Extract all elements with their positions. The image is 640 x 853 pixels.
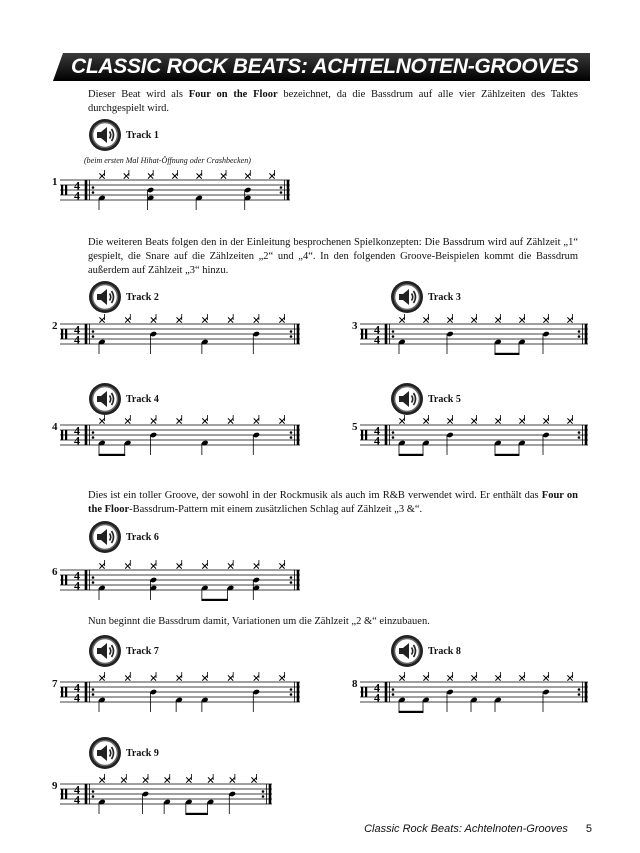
paragraph-3-text-bold: Four on the Floor bbox=[88, 490, 578, 515]
example-number: 5 bbox=[352, 421, 358, 433]
repeat-dot bbox=[578, 436, 581, 439]
paragraph-2: Die weiteren Beats folgen den in der Einleitung besprochenen Spielkonzepten: Die Bassdrum wird auf Zählzeit „1“ gespielt, die Snare auf die Zählzeiten „2“ und „4“. In den folgenden Groove-Beispielen kommt die Bassdrum außerdem auf Zählzeit „3“ hinzu. bbox=[88, 237, 578, 276]
repeat-dot bbox=[280, 186, 283, 189]
hihat-note bbox=[99, 777, 104, 782]
hihat-note bbox=[519, 675, 524, 680]
hihat-note bbox=[99, 418, 104, 423]
hihat-note bbox=[125, 675, 130, 680]
repeat-dot bbox=[290, 431, 293, 434]
example-number: 8 bbox=[352, 678, 358, 690]
time-signature-top: 4 bbox=[74, 568, 80, 583]
hihat-note bbox=[519, 317, 524, 322]
hihat-note bbox=[495, 418, 500, 423]
track-label: Track 7 bbox=[126, 645, 159, 657]
speaker-icon bbox=[88, 280, 122, 314]
track-9-audio-link[interactable] bbox=[88, 736, 159, 770]
repeat-dot bbox=[262, 790, 265, 793]
percussion-clef bbox=[61, 789, 63, 799]
hihat-note bbox=[151, 317, 156, 322]
percussion-clef bbox=[361, 687, 363, 697]
repeat-dot bbox=[392, 335, 395, 338]
hihat-note bbox=[447, 418, 452, 423]
hihat-note bbox=[495, 675, 500, 680]
hihat-note bbox=[125, 563, 130, 568]
speaker-icon bbox=[88, 634, 122, 668]
drum-staff bbox=[52, 415, 302, 465]
hihat-note bbox=[399, 418, 404, 423]
hihat-note bbox=[279, 563, 284, 568]
track-8-audio-link[interactable] bbox=[390, 634, 461, 668]
hihat-note bbox=[230, 777, 235, 782]
paragraph-3 bbox=[88, 489, 578, 517]
percussion-clef bbox=[365, 329, 367, 339]
paragraph-4: Nun beginnt die Bassdrum damit, Variationen um die Zählzeit „2 &“ einzubauen. bbox=[88, 616, 430, 627]
hihat-note bbox=[447, 675, 452, 680]
hihat-note bbox=[197, 173, 202, 178]
footer-title: Classic Rock Beats: Achtelnoten-Grooves bbox=[364, 823, 568, 835]
track-7-audio-link[interactable] bbox=[88, 634, 159, 668]
repeat-dot bbox=[290, 330, 293, 333]
speaker-icon bbox=[390, 634, 424, 668]
lower-beam bbox=[201, 599, 228, 601]
percussion-clef bbox=[65, 789, 67, 799]
track-label: Track 5 bbox=[428, 393, 461, 405]
repeat-dot bbox=[92, 576, 95, 579]
repeat-dot bbox=[578, 335, 581, 338]
lower-beam bbox=[185, 813, 208, 815]
hihat-note bbox=[121, 777, 126, 782]
percussion-clef bbox=[61, 329, 63, 339]
track-1-audio-link[interactable] bbox=[88, 118, 159, 152]
track-3-audio-link[interactable] bbox=[390, 280, 461, 314]
hihat-note bbox=[202, 675, 207, 680]
repeat-dot bbox=[392, 431, 395, 434]
track-5-audio-link[interactable] bbox=[390, 382, 461, 416]
repeat-dot bbox=[92, 795, 95, 798]
time-signature-bottom: 4 bbox=[374, 433, 380, 448]
repeat-dot bbox=[290, 335, 293, 338]
intro-paragraph bbox=[88, 88, 578, 116]
speaker-icon bbox=[88, 118, 122, 152]
repeat-dot bbox=[392, 330, 395, 333]
hihat-note bbox=[143, 777, 148, 782]
intro-text-bold: Four on the Floor bbox=[188, 89, 278, 100]
hihat-note bbox=[99, 675, 104, 680]
percussion-clef bbox=[65, 687, 67, 697]
percussion-clef bbox=[65, 185, 67, 195]
hihat-note bbox=[165, 777, 170, 782]
track-label: Track 1 bbox=[126, 129, 159, 141]
hihat-note bbox=[254, 317, 259, 322]
track-label: Track 6 bbox=[126, 531, 159, 543]
repeat-dot bbox=[280, 191, 283, 194]
hihat-note bbox=[279, 317, 284, 322]
hihat-note bbox=[202, 418, 207, 423]
speaker-icon bbox=[88, 520, 122, 554]
hihat-note bbox=[495, 317, 500, 322]
example-number: 6 bbox=[52, 566, 58, 578]
hihat-note bbox=[124, 173, 129, 178]
hihat-note bbox=[202, 317, 207, 322]
hihat-note bbox=[151, 418, 156, 423]
hihat-note bbox=[254, 563, 259, 568]
intro-text-pre: Dieser Beat wird als bbox=[88, 89, 189, 100]
repeat-dot bbox=[290, 576, 293, 579]
percussion-clef bbox=[61, 575, 63, 585]
annotation: (beim ersten Mal Hihat-Öffnung oder Crashbecken) bbox=[84, 156, 251, 165]
example-number: 3 bbox=[352, 320, 358, 332]
hihat-note bbox=[221, 173, 226, 178]
percussion-clef bbox=[365, 687, 367, 697]
time-signature-bottom: 4 bbox=[74, 578, 80, 593]
hihat-note bbox=[172, 173, 177, 178]
repeat-dot bbox=[392, 693, 395, 696]
repeat-dot bbox=[290, 581, 293, 584]
example-number: 2 bbox=[52, 320, 58, 332]
time-signature-top: 4 bbox=[74, 782, 80, 797]
repeat-dot bbox=[92, 335, 95, 338]
repeat-dot bbox=[92, 431, 95, 434]
hihat-note bbox=[228, 418, 233, 423]
lower-beam bbox=[99, 454, 126, 456]
time-signature-bottom: 4 bbox=[74, 332, 80, 347]
repeat-dot bbox=[92, 436, 95, 439]
repeat-dot bbox=[578, 688, 581, 691]
time-signature-top: 4 bbox=[374, 322, 380, 337]
hihat-note bbox=[399, 675, 404, 680]
hihat-note bbox=[228, 317, 233, 322]
hihat-note bbox=[423, 675, 428, 680]
hihat-note bbox=[279, 675, 284, 680]
drum-staff bbox=[52, 170, 292, 220]
percussion-clef bbox=[365, 430, 367, 440]
hihat-note bbox=[99, 173, 104, 178]
time-signature-top: 4 bbox=[374, 423, 380, 438]
speaker-icon bbox=[88, 736, 122, 770]
repeat-dot bbox=[392, 688, 395, 691]
lower-beam bbox=[495, 454, 520, 456]
hihat-note bbox=[279, 418, 284, 423]
hihat-note bbox=[99, 317, 104, 322]
time-signature-bottom: 4 bbox=[374, 332, 380, 347]
time-signature-top: 4 bbox=[74, 423, 80, 438]
hihat-note bbox=[567, 317, 572, 322]
time-signature-bottom: 4 bbox=[74, 188, 80, 203]
hihat-note bbox=[254, 675, 259, 680]
hihat-note bbox=[567, 418, 572, 423]
repeat-dot bbox=[92, 191, 95, 194]
percussion-clef bbox=[361, 430, 363, 440]
intro-text-post: bezeichnet, da die Bassdrum auf alle vier Zählzeiten des Taktes durchgespielt wird. bbox=[88, 89, 578, 114]
time-signature-top: 4 bbox=[74, 322, 80, 337]
speaker-icon bbox=[88, 382, 122, 416]
track-label: Track 3 bbox=[428, 291, 461, 303]
paragraph-3-text-post: -Bassdrum-Pattern mit einem zusätzlichen Schlag auf Zählzeit „3 &“. bbox=[129, 504, 423, 515]
repeat-dot bbox=[578, 330, 581, 333]
time-signature-bottom: 4 bbox=[74, 433, 80, 448]
hihat-note bbox=[423, 418, 428, 423]
hihat-note bbox=[245, 173, 250, 178]
time-signature-bottom: 4 bbox=[74, 690, 80, 705]
repeat-dot bbox=[92, 688, 95, 691]
repeat-dot bbox=[578, 693, 581, 696]
time-signature-bottom: 4 bbox=[74, 792, 80, 807]
percussion-clef bbox=[361, 329, 363, 339]
drum-staff bbox=[352, 314, 590, 364]
drum-staff bbox=[352, 672, 590, 722]
speaker-icon bbox=[390, 382, 424, 416]
time-signature-top: 4 bbox=[74, 680, 80, 695]
drum-staff bbox=[52, 672, 302, 722]
percussion-clef bbox=[65, 430, 67, 440]
hihat-note bbox=[125, 317, 130, 322]
hihat-note bbox=[543, 418, 548, 423]
time-signature-top: 4 bbox=[374, 680, 380, 695]
hihat-note bbox=[151, 675, 156, 680]
example-number: 4 bbox=[52, 421, 58, 433]
track-6-audio-link[interactable] bbox=[88, 520, 159, 554]
hihat-note bbox=[148, 173, 153, 178]
hihat-note bbox=[99, 563, 104, 568]
hihat-note bbox=[251, 777, 256, 782]
page-footer bbox=[364, 823, 592, 835]
repeat-dot bbox=[262, 795, 265, 798]
repeat-dot bbox=[92, 693, 95, 696]
percussion-clef bbox=[61, 430, 63, 440]
hihat-note bbox=[151, 563, 156, 568]
hihat-note bbox=[399, 317, 404, 322]
hihat-note bbox=[125, 418, 130, 423]
example-number: 7 bbox=[52, 678, 58, 690]
repeat-dot bbox=[92, 581, 95, 584]
example-number: 9 bbox=[52, 780, 58, 792]
hihat-note bbox=[186, 777, 191, 782]
hihat-note bbox=[447, 317, 452, 322]
repeat-dot bbox=[578, 431, 581, 434]
percussion-clef bbox=[65, 575, 67, 585]
hihat-note bbox=[471, 418, 476, 423]
track-2-audio-link[interactable] bbox=[88, 280, 159, 314]
time-signature-top: 4 bbox=[74, 178, 80, 193]
percussion-clef bbox=[61, 185, 63, 195]
drum-staff bbox=[52, 314, 302, 364]
time-signature-bottom: 4 bbox=[374, 690, 380, 705]
paragraph-3-text-pre: Dies ist ein toller Groove, der sowohl in der Rockmusik als auch im R&B verwendet wird. Er enthält das bbox=[88, 490, 542, 501]
hihat-note bbox=[567, 675, 572, 680]
page-title: CLASSIC ROCK BEATS: ACHTELNOTEN-GROOVES bbox=[71, 55, 579, 78]
hihat-note bbox=[208, 777, 213, 782]
repeat-dot bbox=[92, 186, 95, 189]
page-number: 5 bbox=[585, 823, 592, 835]
drum-staff bbox=[352, 415, 590, 465]
repeat-dot bbox=[392, 436, 395, 439]
lower-beam bbox=[399, 711, 424, 713]
hihat-note bbox=[177, 317, 182, 322]
title-banner bbox=[53, 53, 590, 81]
track-label: Track 8 bbox=[428, 645, 461, 657]
repeat-dot bbox=[92, 790, 95, 793]
hihat-note bbox=[177, 675, 182, 680]
percussion-clef bbox=[61, 687, 63, 697]
repeat-dot bbox=[290, 688, 293, 691]
drum-staff bbox=[52, 774, 274, 824]
speaker-icon bbox=[390, 280, 424, 314]
hihat-note bbox=[177, 418, 182, 423]
repeat-dot bbox=[290, 436, 293, 439]
drum-staff bbox=[52, 560, 302, 610]
hihat-note bbox=[423, 317, 428, 322]
hihat-note bbox=[177, 563, 182, 568]
track-4-audio-link[interactable] bbox=[88, 382, 159, 416]
lower-beam bbox=[495, 353, 520, 355]
hihat-note bbox=[543, 317, 548, 322]
repeat-dot bbox=[290, 693, 293, 696]
lower-beam bbox=[399, 454, 424, 456]
example-number: 1 bbox=[52, 176, 58, 188]
hihat-note bbox=[228, 675, 233, 680]
hihat-note bbox=[471, 675, 476, 680]
track-label: Track 4 bbox=[126, 393, 159, 405]
hihat-note bbox=[471, 317, 476, 322]
track-label: Track 2 bbox=[126, 291, 159, 303]
hihat-note bbox=[202, 563, 207, 568]
hihat-note bbox=[543, 675, 548, 680]
repeat-dot bbox=[92, 330, 95, 333]
hihat-note bbox=[228, 563, 233, 568]
percussion-clef bbox=[65, 329, 67, 339]
track-label: Track 9 bbox=[126, 747, 159, 759]
hihat-note bbox=[254, 418, 259, 423]
hihat-note bbox=[519, 418, 524, 423]
hihat-note bbox=[269, 173, 274, 178]
